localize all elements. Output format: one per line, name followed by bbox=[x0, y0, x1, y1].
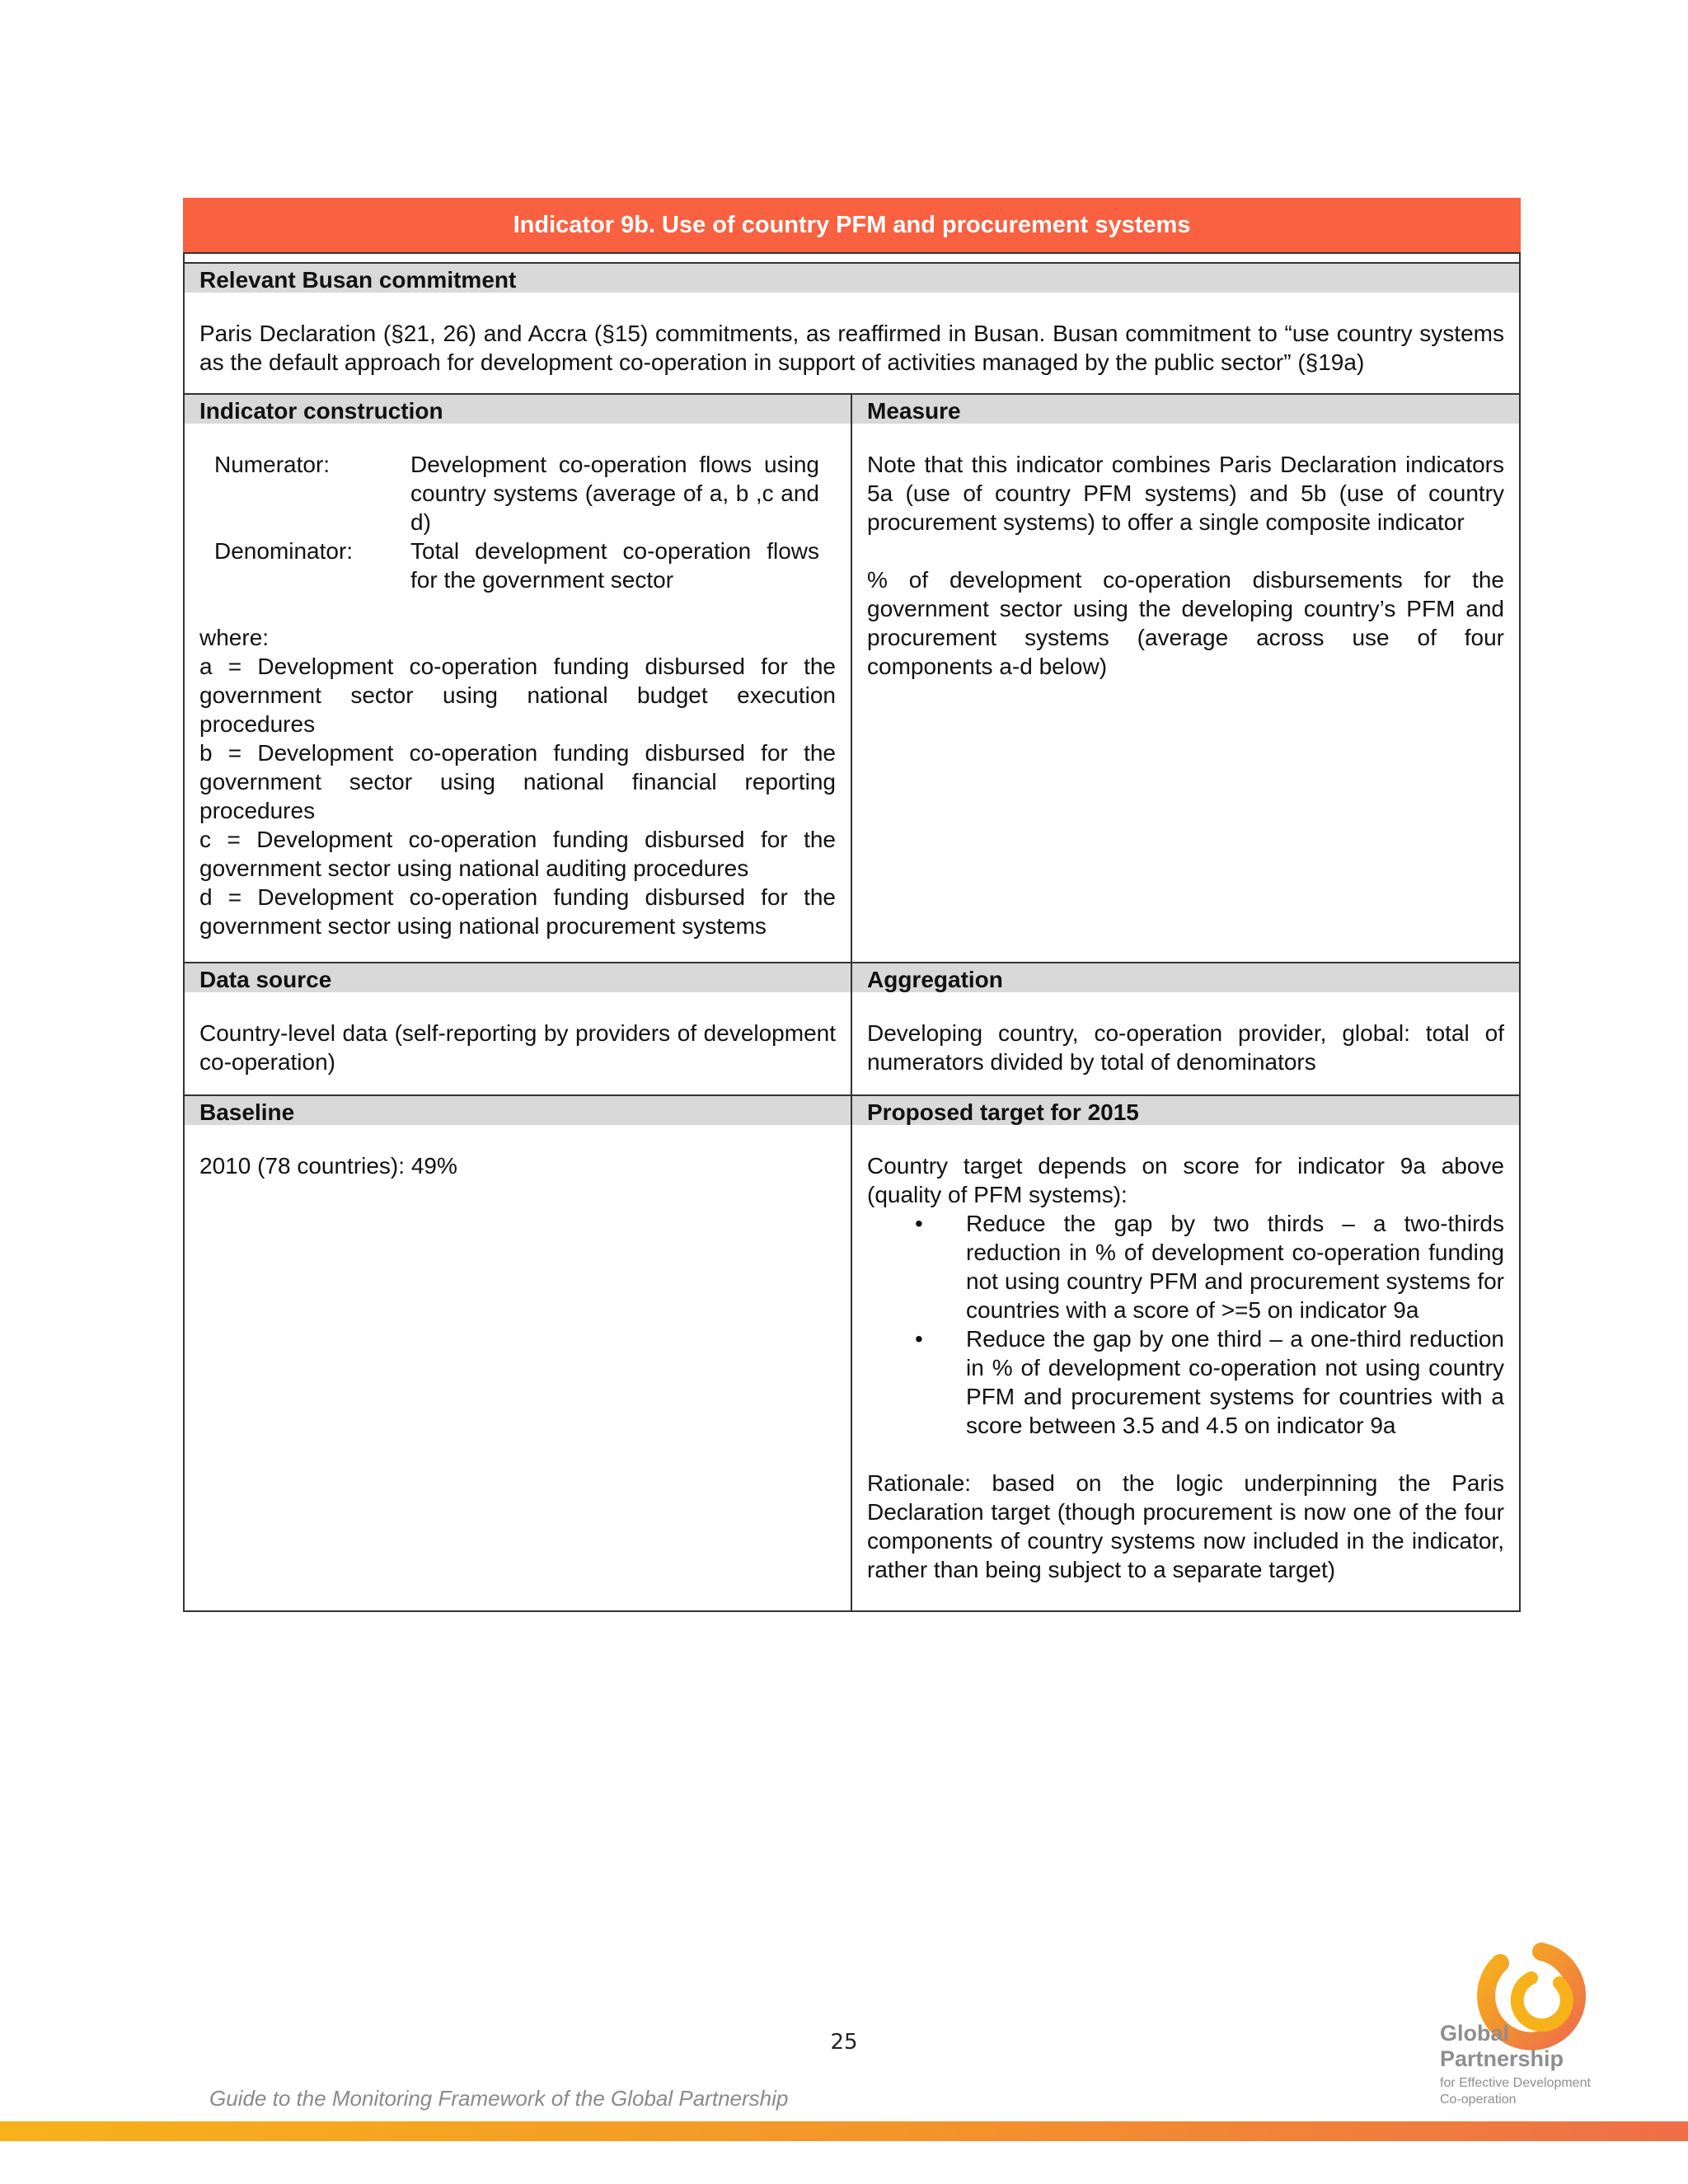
logo-line-4: Co-operation bbox=[1440, 2093, 1517, 2107]
target-rationale: Rationale: based on the logic underpinning the Paris Declaration target (though procurement is now one of the four components of country systems now included in the indicator, rather than being subject to a separate target) bbox=[867, 1470, 1504, 1582]
commitment-header: Relevant Busan commitment bbox=[185, 264, 1519, 293]
data-source-text: Country-level data (self-reporting by providers of development co-operation) bbox=[199, 1020, 836, 1075]
denominator-text: Total development co-operation flows for the government sector bbox=[410, 538, 819, 593]
logo-wordmark bbox=[1440, 2021, 1591, 2108]
component-a: a = Development co-operation funding disbursed for the government sector using national budget execution procedures bbox=[199, 654, 836, 737]
baseline-cell bbox=[184, 1095, 851, 1611]
indicator-title: Indicator 9b. Use of country PFM and procurement systems bbox=[183, 198, 1521, 252]
target-bullet: • Reduce the gap by two thirds – a two-thirds reduction in % of development co-operation funding not using country PFM and procurement systems for countries with a score of >=5 on indicator 9a bbox=[966, 1209, 1504, 1324]
target-bullet: • Reduce the gap by one third – a one-third reduction in % of development co-operation not using country PFM and procurement systems for countries with a score between 3.5 and 4.5 on indicator 9a bbox=[966, 1324, 1504, 1440]
baseline-text: 2010 (78 countries): 49% bbox=[199, 1153, 457, 1179]
footer-title: Guide to the Monitoring Framework of the Global Partnership bbox=[209, 2086, 789, 2111]
component-c: c = Development co-operation funding disbursed for the government sector using national auditing procedures bbox=[199, 827, 836, 881]
component-b: b = Development co-operation funding disbursed for the government sector using national financial reporting procedures bbox=[199, 740, 836, 823]
baseline-header: Baseline bbox=[185, 1096, 851, 1125]
logo-line-3: for Effective Development bbox=[1440, 2076, 1591, 2090]
target-header: Proposed target for 2015 bbox=[852, 1096, 1519, 1125]
measure-cell bbox=[851, 394, 1520, 963]
page-number: 25 bbox=[830, 2030, 858, 2055]
commitment-cell bbox=[184, 263, 1520, 394]
indicator-grid bbox=[183, 262, 1521, 1612]
numerator-label: Numerator: bbox=[214, 452, 331, 477]
aggregation-header: Aggregation bbox=[852, 963, 1519, 992]
data-source-cell bbox=[184, 963, 851, 1095]
measure-header: Measure bbox=[852, 395, 1519, 424]
target-cell bbox=[851, 1095, 1520, 1611]
target-intro: Country target depends on score for indicator 9a above (quality of PFM systems): bbox=[867, 1153, 1504, 1207]
data-source-header: Data source bbox=[185, 963, 851, 992]
aggregation-text: Developing country, co-operation provider, global: total of numerators divided by total of denominators bbox=[867, 1020, 1504, 1075]
commitment-text: Paris Declaration (§21, 26) and Accra (§15) commitments, as reaffirmed in Busan. Busan commitment to “use country systems as the default approach for development co-operation in support of activities managed by the public sector” (§19a) bbox=[199, 321, 1504, 375]
where-label: where: bbox=[199, 625, 270, 650]
logo-line-2: Partnership bbox=[1440, 2046, 1564, 2071]
target-bullet-list bbox=[867, 1209, 1504, 1440]
indicator-table bbox=[183, 198, 1521, 1612]
spacer bbox=[183, 252, 1521, 262]
numerator-row bbox=[214, 450, 819, 594]
aggregation-cell bbox=[851, 963, 1520, 1095]
measure-definition: % of development co-operation disbursements for the government sector using the developing country’s PFM and procurement systems (average across use of four components a-d below) bbox=[867, 567, 1504, 679]
denominator-label: Denominator: bbox=[214, 538, 354, 564]
component-d: d = Development co-operation funding disbursed for the government sector using national procurement systems bbox=[199, 884, 836, 939]
logo-line-1: Global bbox=[1440, 2021, 1510, 2046]
construction-header: Indicator construction bbox=[185, 395, 851, 424]
measure-note: Note that this indicator combines Paris Declaration indicators 5a (use of country PFM systems) and 5b (use of country procurement systems) to offer a single composite indicator bbox=[867, 452, 1504, 535]
construction-cell bbox=[184, 394, 851, 963]
footer-stripe bbox=[0, 2121, 1688, 2141]
numerator-text: Development co-operation flows using country systems (average of a, b ,c and d) bbox=[410, 452, 819, 535]
